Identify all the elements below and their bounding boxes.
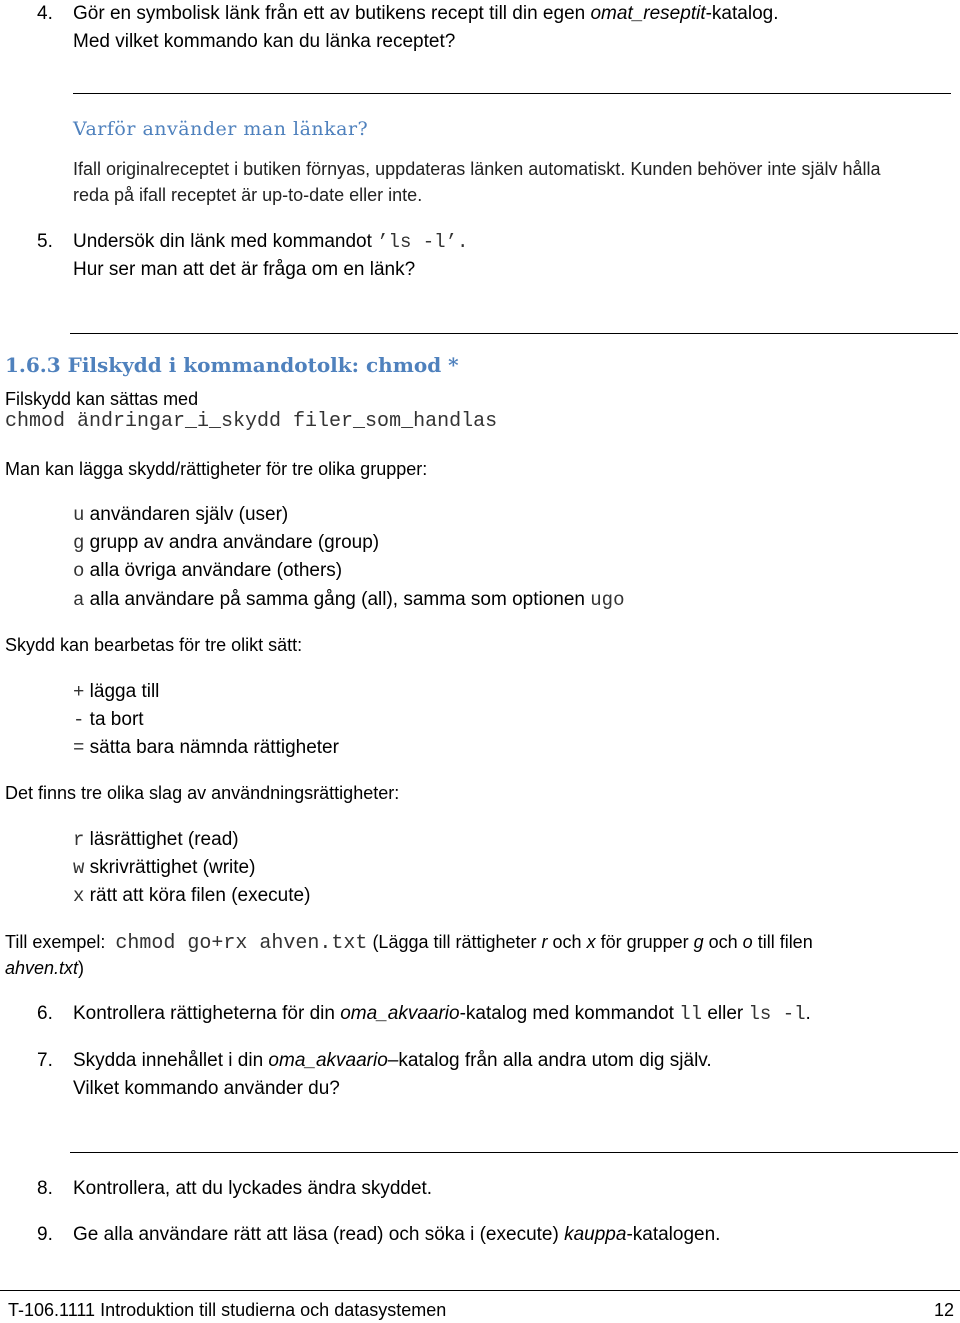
question-text: Ge alla användare rätt att läsa (read) och söka i (execute) kauppa-katalogen. xyxy=(73,1224,721,1245)
question-text-line2: Vilket kommando använder du? xyxy=(73,1078,340,1099)
list-item: r läsrättighet (read) xyxy=(73,829,239,851)
list-item: x rätt att köra filen (execute) xyxy=(73,885,311,907)
question-text: Skydda innehållet i din oma_akvaario–katalog från alla andra utom dig själv. xyxy=(73,1050,712,1071)
question-text-line2: Hur ser man att det är fråga om en länk? xyxy=(73,259,416,280)
paragraph-line: Ifall originalreceptet i butiken förnyas, uppdateras länken automatiskt. Kunden behöver inte själv hålla xyxy=(73,159,881,179)
paragraph-line: reda på ifall receptet är up-to-date eller inte. xyxy=(73,185,423,205)
intro-text: Filskydd kan sättas med xyxy=(5,389,199,409)
syntax-code: chmod ändringar_i_skydd filer_som_handlas xyxy=(5,410,498,433)
answer-line xyxy=(70,333,958,334)
list-item: w skrivrättighet (write) xyxy=(73,857,256,879)
list-item: - ta bort xyxy=(73,709,144,731)
answer-line xyxy=(70,1152,958,1153)
question-number: 4. xyxy=(37,3,53,24)
page-number: 12 xyxy=(933,1300,954,1320)
section-heading: 1.6.3 Filskydd i kommandotolk: chmod * xyxy=(5,353,459,377)
example-line2: ahven.txt) xyxy=(5,958,85,978)
footer-title: T-106.1111 Introduktion till studierna och datasystemen xyxy=(8,1300,447,1320)
rights-intro: Det finns tre olika slag av användningsrättigheter: xyxy=(5,783,400,803)
answer-line xyxy=(73,93,951,94)
question-text: Kontrollera rättigheterna för din oma_akvaario-katalog med kommandot ll eller ls -l. xyxy=(73,1003,811,1025)
list-item: + lägga till xyxy=(73,681,160,703)
question-number: 7. xyxy=(37,1050,53,1071)
question-text: Gör en symbolisk länk från ett av butikens recept till din egen omat_reseptit-katalog. xyxy=(73,3,779,24)
question-number: 8. xyxy=(37,1178,53,1199)
question-number: 9. xyxy=(37,1224,53,1245)
question-number: 5. xyxy=(37,231,53,252)
list-item: a alla användare på samma gång (all), samma som optionen ugo xyxy=(73,589,625,611)
list-item: g grupp av andra användare (group) xyxy=(73,532,380,554)
list-item: u användaren själv (user) xyxy=(73,504,289,526)
list-item: o alla övriga användare (others) xyxy=(73,560,343,582)
ops-intro: Skydd kan bearbetas för tre olikt sätt: xyxy=(5,635,303,655)
subheading: Varför använder man länkar? xyxy=(73,118,369,140)
question-text: Kontrollera, att du lyckades ändra skyddet. xyxy=(73,1178,433,1199)
footer-rule xyxy=(0,1290,960,1291)
question-text-line2: Med vilket kommando kan du länka receptet? xyxy=(73,31,456,52)
list-item: = sätta bara nämnda rättigheter xyxy=(73,737,339,759)
groups-intro: Man kan lägga skydd/rättigheter för tre olika grupper: xyxy=(5,459,428,479)
example-line: Till exempel: chmod go+rx ahven.txt (Lägga till rättigheter r och x för grupper g och o till filen xyxy=(5,932,813,955)
question-number: 6. xyxy=(37,1003,53,1024)
example-code: chmod go+rx ahven.txt xyxy=(115,932,368,955)
question-text: Undersök din länk med kommandot ’ls -l’. xyxy=(73,231,469,253)
